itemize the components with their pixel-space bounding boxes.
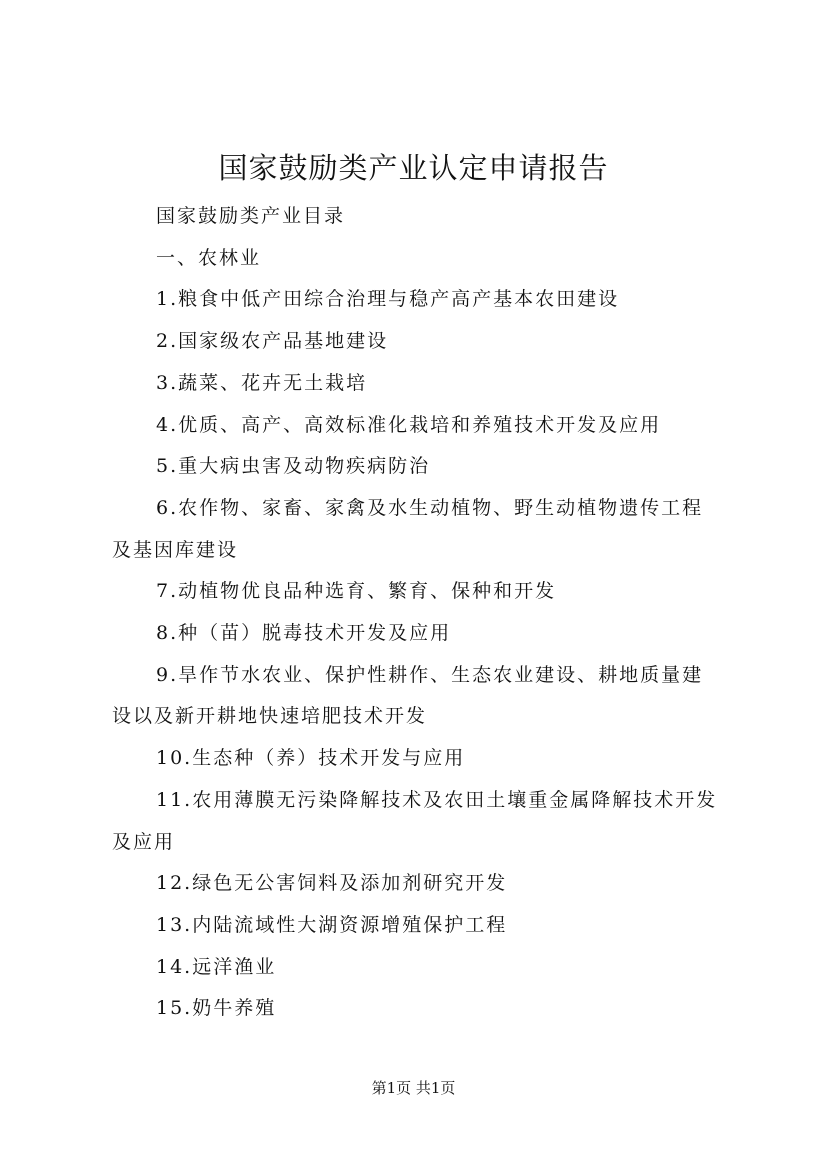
document-title: 国家鼓励类产业认定申请报告 — [218, 151, 609, 185]
list-item: 7.动植物优良品种选育、繁育、保种和开发 — [156, 580, 557, 603]
list-item: 9.旱作节水农业、保护性耕作、生态农业建设、耕地质量建设以及新开耕地快速培肥技术开发 — [112, 663, 704, 728]
document-body — [112, 196, 724, 1030]
list-item: 1.粮食中低产田综合治理与稳产高产基本农田建设 — [156, 288, 620, 311]
list-item: 10.生态种（养）技术开发与应用 — [156, 747, 466, 770]
list-item: 15.奶牛养殖 — [156, 997, 277, 1020]
list-item: 6.农作物、家畜、家禽及水生动植物、野生动植物遗传工程及基因库建设 — [112, 496, 704, 561]
paragraph-section-heading: 一、农林业 — [156, 246, 262, 269]
list-item: 12.绿色无公害饲料及添加剂研究开发 — [156, 872, 508, 895]
list-item: 3.蔬菜、花卉无土栽培 — [156, 371, 368, 394]
paragraph-catalog-heading: 国家鼓励类产业目录 — [156, 205, 346, 227]
list-item: 4.优质、高产、高效标准化栽培和养殖技术开发及应用 — [156, 413, 662, 436]
list-item: 11.农用薄膜无污染降解技术及农田土壤重金属降解技术开发及应用 — [112, 788, 718, 853]
page-footer: 第1页 共1页 — [371, 1079, 456, 1097]
list-item: 14.远洋渔业 — [156, 955, 277, 978]
list-item: 2.国家级农产品基地建设 — [156, 330, 389, 353]
list-item: 8.种（苗）脱毒技术开发及应用 — [156, 622, 452, 645]
list-item: 13.内陆流域性大湖资源增殖保护工程 — [156, 913, 508, 936]
list-item: 5.重大病虫害及动物疾病防治 — [156, 455, 431, 478]
